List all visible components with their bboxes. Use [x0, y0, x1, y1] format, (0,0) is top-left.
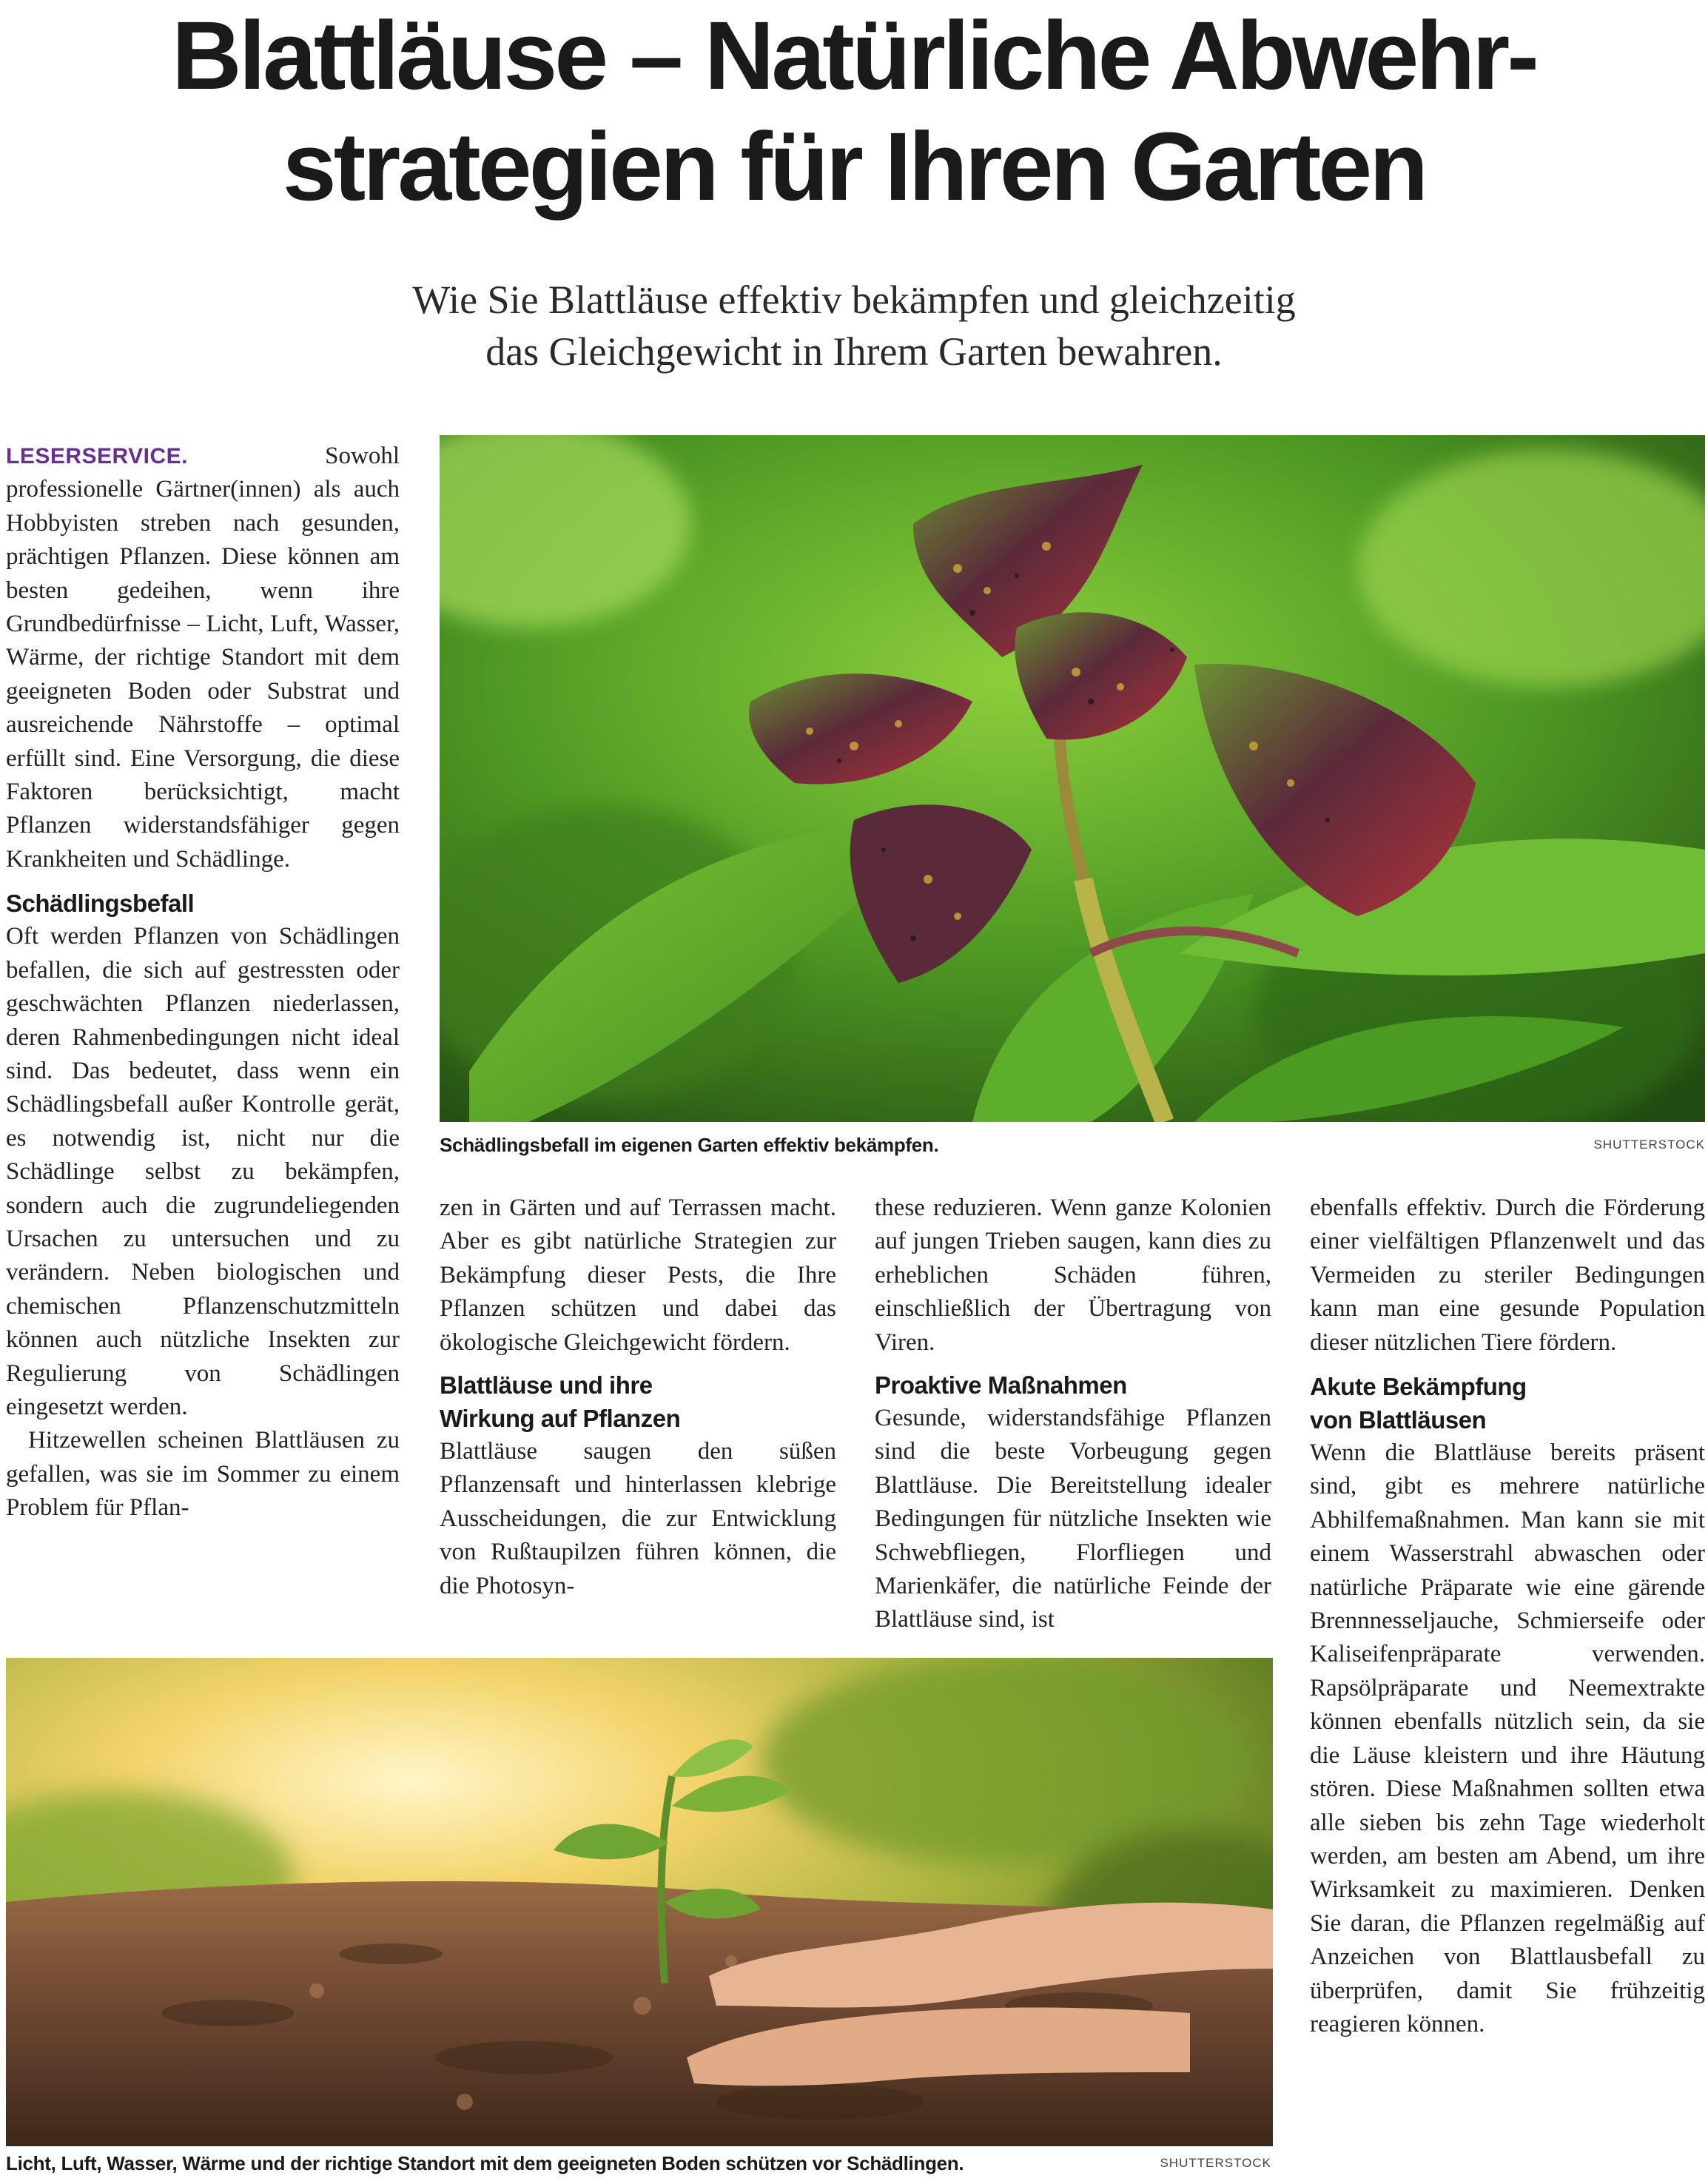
- subheading-proaktiv: Proaktive Maßnahmen: [875, 1371, 1127, 1400]
- planting-illustration: [6, 1658, 1273, 2146]
- subheading-line: Wirkung auf Pflanzen: [440, 1405, 681, 1433]
- column-2: [440, 1192, 836, 1603]
- kicker-label: LESERSERVICE.: [6, 444, 189, 468]
- subline-line: Wie Sie Blattläuse effektiv bekämpfen und gleichzeitig: [412, 278, 1296, 322]
- photo-planting-seedling: [6, 1658, 1273, 2146]
- caption-bottom-photo: Licht, Luft, Wasser, Wärme und der richtige Standort mit dem geeigneten Boden schützen vor Schädlingen.: [6, 2152, 964, 2174]
- headline-line: strategien für Ihren Garten: [282, 112, 1426, 221]
- body-paragraph: these reduzieren. Wenn ganze Kolonien auf jungen Trieben saugen, kann dies zu erheblichen Schäden führen, einschließlich der Übertragung von Viren.: [875, 1195, 1271, 1356]
- body-paragraph: Hitzewellen scheinen Blattläusen zu gefallen, was sie im Sommer zu einem Problem für Pflan-: [6, 1427, 400, 1522]
- subheading-line: Akute Bekämpfung: [1310, 1373, 1527, 1401]
- credit-top-photo: SHUTTERSTOCK: [1593, 1138, 1705, 1152]
- credit-bottom-photo: SHUTTERSTOCK: [1160, 2156, 1271, 2170]
- column-3: [875, 1192, 1271, 1637]
- body-paragraph: Blattläuse saugen den süßen Pflanzensaft und hinterlassen klebrige Ausscheidungen, die zur Entwicklung von Rußtaupilzen führen können, die die Photosyn-: [440, 1438, 836, 1599]
- subheading-schaedlingsbefall: Schädlingsbefall: [6, 890, 195, 918]
- subheading-line: Blattläuse und ihre: [440, 1371, 653, 1400]
- subheading-wirkung: [440, 1368, 836, 1435]
- body-paragraph: zen in Gärten und auf Terrassen macht. Aber es gibt natürliche Strategien zur Bekämpfung dieser Pests, die Ihre Pflanzen schützen und dabei das ökologische Gleichgewicht fördern.: [440, 1195, 836, 1356]
- lead-paragraph: [6, 440, 400, 876]
- column-1: [6, 440, 400, 1525]
- headline: [0, 0, 1708, 222]
- lead-text: Sowohl professionelle Gärtner(innen) als auch Hobbyisten streben nach gesunden, prächtigen Pflanzen. Diese können am besten gedeihen, wenn ihre Grundbedürfnisse – Licht, Luft, Wasser, Wärme, der richtige Standort mit dem geeigneten Boden oder Substrat und ausreichende Nährstoffe – optimal erfüllt sind. Eine Versorgung, die diese Faktoren berücksichtigt, macht Pflanzen widerstandsfähiger gegen Krankheiten und Schädlinge.: [6, 443, 400, 873]
- body-paragraph: ebenfalls effektiv. Durch die Förderung einer vielfältigen Pflanzenwelt und das Vermeiden zu steriler Bedingungen kann man eine gesunde Population dieser nützlichen Tiere fördern.: [1310, 1195, 1705, 1356]
- subline: [0, 274, 1708, 377]
- subheading-line: von Blattläusen: [1310, 1406, 1487, 1434]
- caption-top-photo: Schädlingsbefall im eigenen Garten effektiv bekämpfen.: [440, 1134, 939, 1156]
- aphid-leaves-illustration: [440, 435, 1705, 1122]
- subheading-akut: [1310, 1370, 1705, 1437]
- headline-line: Blattläuse – Natürliche Abwehr-: [172, 1, 1536, 110]
- photo-aphid-leaves: [440, 435, 1705, 1122]
- body-paragraph: Oft werden Pflanzen von Schädlingen befallen, die sich auf gestressten oder geschwächten Pflanzen niederlassen, deren Rahmenbedingungen nicht ideal sind. Das bedeutet, dass wenn ein Schädlingsbefall außer Kontrolle gerät, es notwendig ist, nicht nur die Schädlinge selbst zu bekämpfen, sondern auch die zugrundeliegenden Ursachen zu untersuchen und zu verändern. Neben biologischen und chemischen Pflanzenschutzmitteln können auch nützliche Insekten zur Regulierung von Schädlingen eingesetzt werden.: [6, 923, 400, 1420]
- body-paragraph: Gesunde, widerstandsfähige Pflanzen sind die beste Vorbeugung gegen Blattläuse. Die Bereitstellung idealer Bedingungen für nützliche Insekten wie Schwebfliegen, Florfliegen und Marienkäfer, die natürliche Feinde der Blattläuse sind, ist: [875, 1405, 1271, 1633]
- body-paragraph: Wenn die Blattläuse bereits präsent sind, gibt es mehrere natürliche Abhilfemaßnahmen. Man kann sie mit einem Wasserstrahl abwaschen oder natürliche Präparate wie eine gärende Brennnesseljauche, Schmierseife oder Kaliseifenpräparate verwenden. Rapsölpräparate und Neemextrakte können ebenfalls nützlich sein, da sie die Läuse kleistern und ihre Häutung stören. Diese Maßnahmen sollten etwa alle sieben bis zehn Tage wiederholt werden, am besten am Abend, um ihre Wirksamkeit zu maximieren. Denken Sie daran, die Pflanzen regelmäßig auf Anzeichen von Blattlausbefall zu überprüfen, damit Sie frühzeitig reagieren können.: [1310, 1439, 1705, 2037]
- subline-line: das Gleichgewicht in Ihrem Garten bewahren.: [485, 329, 1223, 374]
- column-4: [1310, 1192, 1705, 2041]
